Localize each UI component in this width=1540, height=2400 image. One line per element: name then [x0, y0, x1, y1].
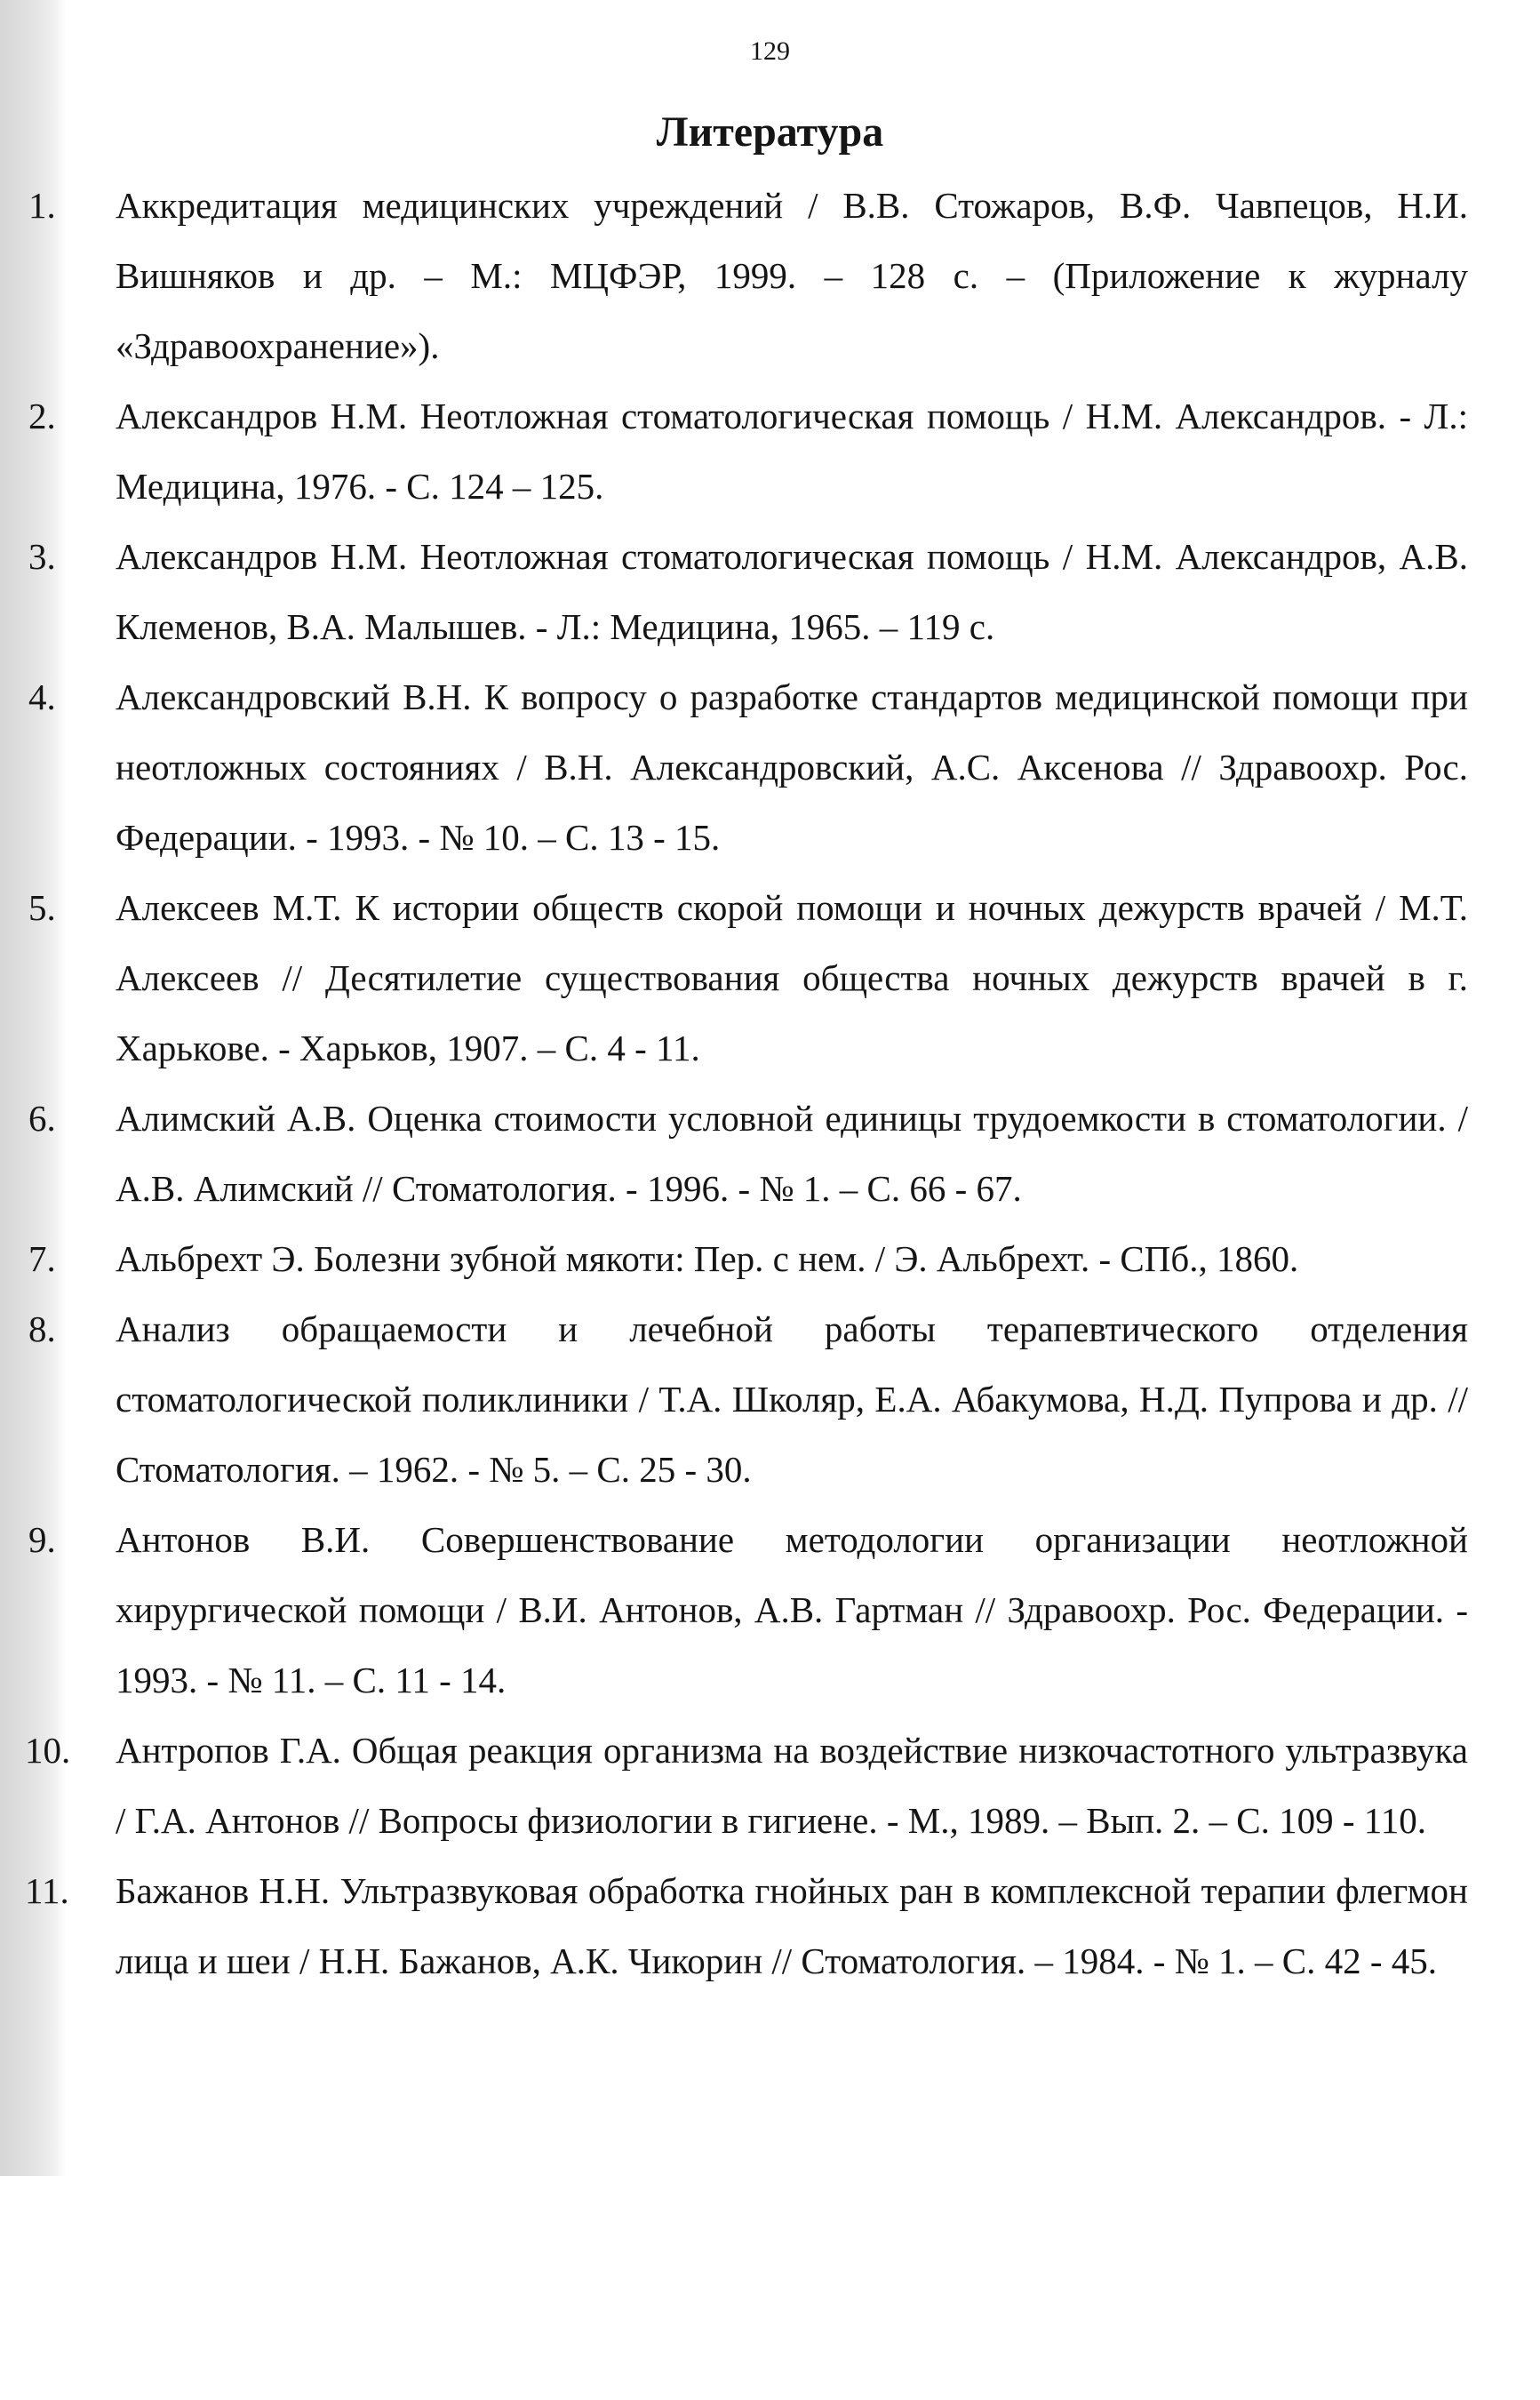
page-title: Литература	[656, 108, 884, 156]
reference-item	[28, 1505, 1468, 1716]
reference-number: 7.	[28, 1238, 56, 1279]
reference-item	[28, 873, 1468, 1084]
reference-text: Алексеев М.Т. К истории обществ скорой помощи и ночных дежурств врачей / М.Т. Алексеев // Десятилетие существования общества ночных дежурств врачей в г. Харькове. - Харьков, 1907. – С. 4 - 11.	[116, 887, 1468, 1068]
reference-text: Антропов Г.А. Общая реакция организма на воздействие низкочастотного ультразвука / Г.А. Антонов // Вопросы физиологии в гигиене. - М., 1989. – Вып. 2. – С. 109 - 110.	[116, 1730, 1468, 1841]
reference-number: 8.	[28, 1308, 56, 1349]
reference-number: 9.	[28, 1519, 56, 1560]
reference-number: 1.	[28, 185, 56, 226]
reference-number: 11.	[25, 1870, 69, 1911]
reference-number: 5.	[28, 887, 56, 928]
page-number: 129	[750, 36, 790, 66]
reference-item	[28, 1084, 1468, 1224]
reference-item	[28, 1294, 1468, 1505]
reference-item	[25, 1716, 1468, 1856]
reference-text: Анализ обращаемости и лечебной работы терапевтического отделения стоматологической поликлиники / Т.А. Школяр, Е.А. Абакумова, Н.Д. Пупрова и др. // Стоматология. – 1962. - № 5. – С. 25 - 30.	[116, 1308, 1468, 1490]
reference-text: Александровский В.Н. К вопросу о разработке стандартов медицинской помощи при неотложных состояниях / В.Н. Александровский, А.С. Аксенова // Здравоохр. Рос. Федерации. - 1993. - № 10. – С. 13 - 15.	[116, 676, 1468, 858]
reference-item	[28, 662, 1468, 873]
reference-text: Бажанов Н.Н. Ультразвуковая обработка гнойных ран в комплексной терапии флегмон лица и шеи / Н.Н. Бажанов, А.К. Чикорин // Стоматология. – 1984. - № 1. – С. 42 - 45.	[116, 1870, 1468, 1981]
reference-item	[28, 171, 1468, 381]
reference-item	[25, 1856, 1468, 1996]
reference-number: 10.	[25, 1730, 71, 1771]
reference-number: 2.	[28, 396, 56, 436]
reference-item	[28, 1224, 1468, 1294]
reference-list	[25, 171, 1468, 1996]
reference-text: Александров Н.М. Неотложная стоматологическая помощь / Н.М. Александров. - Л.: Медицина, 1976. - С. 124 – 125.	[116, 396, 1468, 507]
reference-text: Алимский А.В. Оценка стоимости условной единицы трудоемкости в стоматологии. / А.В. Алимский // Стоматология. - 1996. - № 1. – С. 66 - 67.	[116, 1098, 1468, 1209]
reference-text: Антонов В.И. Совершенствование методологии организации неотложной хирургической помощи / В.И. Антонов, А.В. Гартман // Здравоохр. Рос. Федерации. - 1993. - № 11. – С. 11 - 14.	[116, 1519, 1468, 1700]
reference-text: Аккредитация медицинских учреждений / В.В. Стожаров, В.Ф. Чавпецов, Н.И. Вишняков и др. – М.: МЦФЭР, 1999. – 128 с. – (Приложение к журналу «Здравоохранение»).	[116, 185, 1468, 366]
reference-item	[28, 522, 1468, 662]
reference-number: 4.	[28, 676, 56, 717]
reference-text: Александров Н.М. Неотложная стоматологическая помощь / Н.М. Александров, А.В. Клеменов, В.А. Малышев. - Л.: Медицина, 1965. – 119 с.	[116, 536, 1468, 647]
reference-number: 6.	[28, 1098, 56, 1139]
reference-item	[28, 381, 1468, 522]
reference-text: Альбрехт Э. Болезни зубной мякоти: Пер. с нем. / Э. Альбрехт. - СПб., 1860.	[116, 1238, 1299, 1279]
reference-number: 3.	[28, 536, 56, 577]
